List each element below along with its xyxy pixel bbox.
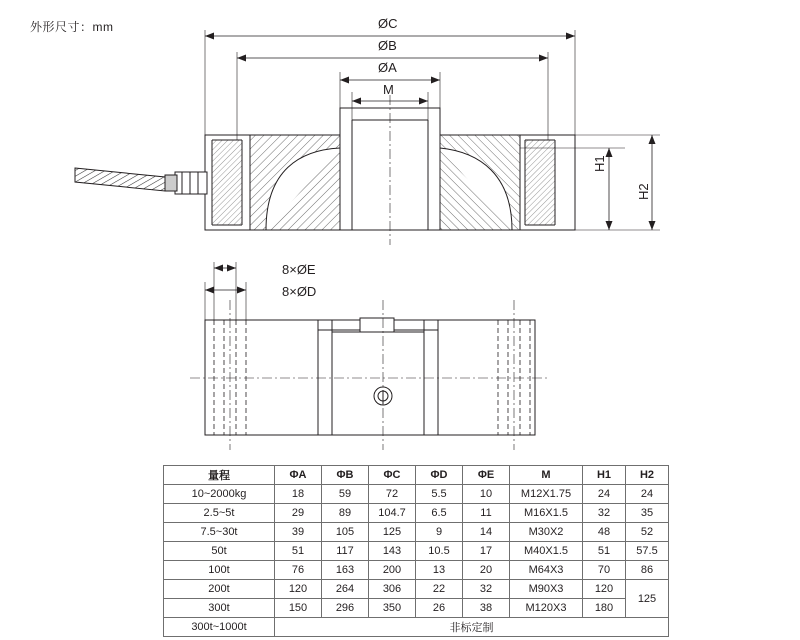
cell-phi-a: 39	[275, 523, 322, 542]
cell-phi-c: 200	[369, 561, 416, 580]
cell-phi-e: 32	[463, 580, 510, 599]
cell-phi-c: 72	[369, 485, 416, 504]
dim-h2-label: H2	[636, 183, 651, 200]
cell-footer-range: 300t~1000t	[164, 618, 275, 637]
cell-phi-b: 117	[322, 542, 369, 561]
cell-h2: 24	[626, 485, 669, 504]
cell-range: 2.5~5t	[164, 504, 275, 523]
th-phi-d: ΦD	[416, 466, 463, 485]
cell-range: 300t	[164, 599, 275, 618]
cell-h1: 32	[583, 504, 626, 523]
cell-m: M16X1.5	[510, 504, 583, 523]
cell-phi-d: 13	[416, 561, 463, 580]
cell-h1: 24	[583, 485, 626, 504]
cell-phi-b: 59	[322, 485, 369, 504]
dim-phi-a-label: ØA	[378, 60, 397, 75]
cell-phi-b: 296	[322, 599, 369, 618]
cell-phi-b: 163	[322, 561, 369, 580]
units-note: 外形尺寸：mm	[30, 20, 114, 34]
cell-phi-c: 306	[369, 580, 416, 599]
cell-phi-d: 26	[416, 599, 463, 618]
table-row	[164, 542, 669, 561]
cell-h1: 48	[583, 523, 626, 542]
cell-h2: 86	[626, 561, 669, 580]
cell-range: 10~2000kg	[164, 485, 275, 504]
cell-phi-c: 350	[369, 599, 416, 618]
cell-phi-e: 38	[463, 599, 510, 618]
cell-phi-b: 264	[322, 580, 369, 599]
cell-range: 200t	[164, 580, 275, 599]
cell-range: 7.5~30t	[164, 523, 275, 542]
cell-phi-b: 89	[322, 504, 369, 523]
dim-m-label: M	[383, 82, 394, 97]
cell-phi-b: 105	[322, 523, 369, 542]
cell-phi-e: 20	[463, 561, 510, 580]
cell-phi-c: 125	[369, 523, 416, 542]
cell-m: M90X3	[510, 580, 583, 599]
th-phi-c: ΦC	[369, 466, 416, 485]
cell-m: M30X2	[510, 523, 583, 542]
th-phi-e: ΦE	[463, 466, 510, 485]
cell-phi-a: 51	[275, 542, 322, 561]
table-row	[164, 485, 669, 504]
cell-phi-e: 10	[463, 485, 510, 504]
cell-phi-a: 18	[275, 485, 322, 504]
cell-phi-c: 104.7	[369, 504, 416, 523]
spec-table	[163, 465, 669, 637]
cell-m: M40X1.5	[510, 542, 583, 561]
table-footer-row	[164, 618, 669, 637]
table-row	[164, 580, 669, 599]
cell-range: 50t	[164, 542, 275, 561]
th-range: 量程	[164, 466, 275, 485]
dim-phi-c-label: ØC	[378, 16, 398, 31]
th-m: M	[510, 466, 583, 485]
cell-h2: 125	[626, 580, 669, 618]
cell-h2: 35	[626, 504, 669, 523]
th-phi-b: ΦB	[322, 466, 369, 485]
table-row	[164, 523, 669, 542]
dim-8x-phi-e-label: 8×ØE	[282, 262, 316, 277]
cell-m: M64X3	[510, 561, 583, 580]
cell-phi-d: 5.5	[416, 485, 463, 504]
cell-h1: 70	[583, 561, 626, 580]
dim-8x-phi-d-label: 8×ØD	[282, 284, 317, 299]
cell-m: M120X3	[510, 599, 583, 618]
cell-phi-e: 17	[463, 542, 510, 561]
table-row	[164, 599, 669, 618]
cell-phi-d: 6.5	[416, 504, 463, 523]
table-header-row	[164, 466, 669, 485]
th-h1: H1	[583, 466, 626, 485]
table-row	[164, 561, 669, 580]
cell-phi-a: 150	[275, 599, 322, 618]
cell-m: M12X1.75	[510, 485, 583, 504]
cell-phi-d: 9	[416, 523, 463, 542]
th-phi-a: ΦA	[275, 466, 322, 485]
cell-phi-c: 143	[369, 542, 416, 561]
cell-h2: 57.5	[626, 542, 669, 561]
cell-range: 100t	[164, 561, 275, 580]
th-h2: H2	[626, 466, 669, 485]
cell-phi-e: 14	[463, 523, 510, 542]
cell-phi-a: 120	[275, 580, 322, 599]
cell-phi-a: 76	[275, 561, 322, 580]
cell-phi-e: 11	[463, 504, 510, 523]
cell-phi-a: 29	[275, 504, 322, 523]
cell-h2: 52	[626, 523, 669, 542]
cell-h1: 120	[583, 580, 626, 599]
cell-h1: 180	[583, 599, 626, 618]
cell-h1: 51	[583, 542, 626, 561]
cell-phi-d: 10.5	[416, 542, 463, 561]
dim-h1-label: H1	[592, 155, 607, 172]
cell-footer-value: 非标定制	[275, 618, 669, 637]
table-row	[164, 504, 669, 523]
cell-phi-d: 22	[416, 580, 463, 599]
dim-phi-b-label: ØB	[378, 38, 397, 53]
